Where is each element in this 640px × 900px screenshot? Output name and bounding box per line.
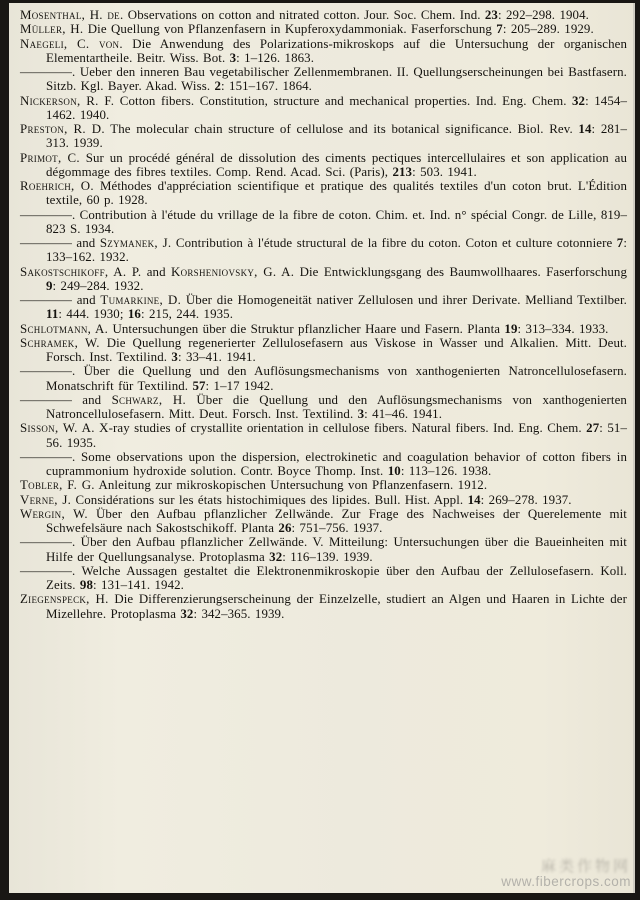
bibliography-entry bbox=[20, 492, 627, 507]
entry-text: ————. Welche Aussagen gestaltet die Elektronenmikroskopie über den Aufbau der Zellulosefasern. Koll. Zeits. bbox=[20, 563, 627, 592]
author-name: Preston, R. D. bbox=[20, 122, 105, 136]
entry-text: Cotton fibers. Constitution, structure and mechanical properties. Ind. Eng. Chem. bbox=[114, 93, 572, 108]
bibliography-entry bbox=[20, 364, 627, 393]
volume-number: 7 bbox=[496, 22, 503, 37]
bibliography-entry bbox=[20, 207, 627, 237]
entry-text: The molecular chain structure of cellulose and its botanical significance. Biol. Rev. bbox=[104, 122, 579, 136]
entry-text: : 751–756. 1937. bbox=[291, 521, 383, 535]
volume-number: 23 bbox=[484, 8, 498, 22]
bibliography-entry bbox=[20, 293, 628, 322]
entry-text: X-ray studies of crystallite orientation in cellulose fibers. Natural fibers. Ind. Eng. Chem. bbox=[94, 421, 587, 436]
volume-number: 16 bbox=[127, 307, 141, 322]
entry-text: : 503. 1941. bbox=[412, 164, 477, 179]
entry-text: : 1–17 1942. bbox=[205, 378, 274, 393]
entry-text: ————. Ueber den inneren Bau vegetabilischer Zellenmembranen. II. Quellungserscheinungen bei Bastfasern. Sitzb. Kgl. Bayer. Akad. Wiss. bbox=[20, 65, 627, 94]
entry-text: Observations on cotton and nitrated cotton. Jour. Soc. Chem. Ind. bbox=[123, 8, 485, 22]
bibliography-entry bbox=[20, 93, 627, 123]
author-name: Sakostschikoff, A. P. bbox=[20, 264, 142, 279]
volume-number: 10 bbox=[387, 464, 401, 478]
bibliography-entry bbox=[20, 335, 627, 365]
author-name: Mosenthal, H. de. bbox=[20, 8, 124, 22]
volume-number: 2 bbox=[214, 79, 222, 94]
scanned-page bbox=[9, 3, 635, 893]
entry-text: : 205–289. 1929. bbox=[502, 22, 594, 37]
entry-text: Über den Aufbau pflanzlicher Zellwände. Zur Frage des Nachweises der Querelemente mit Schwefelsäure nach Sakostschikoff. Planta bbox=[46, 506, 627, 535]
volume-number: 7 bbox=[616, 236, 624, 250]
entry-text: Die Anwendung des Polarizations-mikroskops auf die Untersuchung der organischen Elementartheile. Beitr. Wiss. Bot. bbox=[46, 36, 628, 65]
author-name: Sisson, W. A. bbox=[20, 421, 95, 436]
author-name: Primot, C. bbox=[20, 150, 80, 165]
scan-edge-strip bbox=[633, 3, 635, 893]
volume-number: 32 bbox=[269, 549, 283, 564]
volume-number: 98 bbox=[79, 578, 94, 592]
entry-text: : 249–284. 1932. bbox=[52, 278, 144, 293]
entry-text: : 342–365. 1939. bbox=[193, 606, 285, 621]
bibliography-entry bbox=[20, 421, 627, 450]
author-name: Schwarz, H. bbox=[111, 392, 187, 407]
volume-number: 3 bbox=[171, 350, 178, 364]
author-name: Müller, H. bbox=[20, 22, 84, 37]
bibliography-list bbox=[20, 8, 627, 621]
author-name: Nickerson, R. F. bbox=[20, 93, 115, 108]
entry-text: Die Differenzierungserscheinung der Einzelzelle, studiert an Algen und Haaren in Lichte der Mizellehre. Protoplasma bbox=[46, 592, 627, 621]
author-name: Ziegenspeck, H. bbox=[20, 592, 109, 607]
author-name: Tumarkine, D. bbox=[100, 293, 182, 307]
entry-text: ————. Über den Aufbau pflanzlicher Zellwände. V. Mitteilung: Untersuchungen über die Baueinheiten mit Hilfe der Quellungsanalyse. Protoplasma bbox=[20, 535, 627, 564]
entry-text: Die Quellung regenerierter Zellulosefasern aus Viskose in Wasser und Alkalien. Mitt. Deut. Forsch. Inst. Textilind. bbox=[46, 335, 627, 364]
author-name: Tobler, F. G. bbox=[20, 478, 95, 493]
entry-text: ———— and bbox=[20, 236, 100, 250]
entry-text: : 269–278. 1937. bbox=[480, 492, 572, 507]
entry-text: Die Entwicklungsgang des Baumwollhaares. Faserforschung bbox=[294, 264, 628, 279]
volume-number: 19 bbox=[504, 321, 518, 336]
bibliography-entry bbox=[20, 179, 627, 208]
author-name: Korsheniovsky, G. A. bbox=[170, 264, 295, 279]
entry-text: : 131–141. 1942. bbox=[93, 578, 184, 592]
bibliography-entry bbox=[20, 236, 627, 265]
entry-text: : 133–162. 1932. bbox=[46, 236, 627, 265]
bibliography-entry bbox=[20, 122, 628, 151]
entry-text: Contribution à l'étude structural de la fibre du coton. Coton et culture cotonniere bbox=[171, 236, 617, 250]
bibliography-entry bbox=[20, 65, 627, 94]
volume-number: 27 bbox=[586, 421, 600, 436]
entry-text: ———— and bbox=[20, 293, 101, 307]
bibliography-entry bbox=[20, 392, 627, 422]
bibliography-entry bbox=[20, 449, 627, 479]
entry-text: Sur un procédé général de dissolution des ciments pectiques intercellulaires et son application au dégommage des fibres textiles. Comp. Rend. Acad. Sci. (Paris), bbox=[46, 150, 628, 179]
entry-text: Über die Quellung und den Auflösungsmechanisms von xanthogenierten Natroncellulosefasern. Mitt. Deut. Forsch. Inst. Textilind. bbox=[46, 392, 627, 421]
bibliography-entry bbox=[20, 535, 627, 564]
author-name: Szymanek, J. bbox=[99, 236, 172, 250]
volume-number: 14 bbox=[578, 122, 592, 136]
volume-number: 32 bbox=[180, 606, 194, 621]
entry-text: : 215, 244. 1935. bbox=[140, 307, 234, 322]
volume-number: 11 bbox=[46, 307, 59, 322]
volume-number: 14 bbox=[467, 492, 481, 507]
volume-number: 32 bbox=[572, 93, 586, 108]
author-name: Schramek, W. bbox=[20, 335, 100, 350]
volume-number: 3 bbox=[357, 407, 365, 421]
entry-text: Anleitung zur mikroskopischen Untersuchung von Pflanzenfasern. 1912. bbox=[94, 478, 488, 493]
bibliography-entry bbox=[20, 506, 627, 536]
entry-text: : 116–139. 1939. bbox=[282, 549, 373, 564]
entry-text: : 151–167. 1864. bbox=[221, 79, 313, 94]
bibliography-entry bbox=[20, 563, 627, 593]
bibliography-entry bbox=[20, 8, 627, 22]
watermark-cjk-text: 麻类作物网 bbox=[540, 859, 631, 875]
author-name: Schlotmann, A. bbox=[20, 321, 109, 336]
volume-number: 57 bbox=[192, 378, 206, 393]
entry-text: : 51–56. 1935. bbox=[46, 421, 627, 450]
entry-text: : 292–298. 1904. bbox=[497, 8, 589, 22]
entry-text: ————. Contribution à l'étude du vrillage de la fibre de coton. Chim. et. Ind. n° spécial Congr. de Lille, 819–823 S. 1934. bbox=[20, 207, 627, 236]
entry-text: : 313–334. 1933. bbox=[517, 321, 609, 336]
bibliography-entry bbox=[20, 22, 627, 37]
entry-text: Untersuchungen über die Struktur pflanzlicher Haare und Fasern. Planta bbox=[108, 321, 505, 336]
bibliography-entry bbox=[20, 592, 627, 621]
entry-text: : 444. 1930; bbox=[58, 307, 128, 322]
volume-number: 26 bbox=[278, 521, 292, 535]
author-name: Roehrich, O. bbox=[20, 179, 94, 193]
entry-text: : 33–41. 1941. bbox=[177, 350, 256, 364]
bibliography-entry bbox=[20, 150, 628, 180]
watermark bbox=[501, 860, 631, 889]
bibliography-entry bbox=[20, 321, 627, 336]
entry-text: Die Quellung von Pflanzenfasern in Kupferoxydammoniak. Faserforschung bbox=[83, 22, 497, 37]
author-name: Verne, J. bbox=[20, 492, 72, 507]
entry-text: : 281–313. 1939. bbox=[46, 122, 628, 151]
watermark-url-text: www.fibercrops.com bbox=[501, 874, 631, 889]
volume-number: 3 bbox=[229, 50, 237, 65]
entry-text: ————. Über die Quellung und den Auflösungsmechanisms von xanthogenierten Natroncellulosefasern. Monatschrift für Textilind. bbox=[20, 364, 627, 393]
bibliography-entry bbox=[20, 478, 627, 493]
entry-text: ———— and bbox=[20, 392, 112, 407]
entry-text: Considérations sur les états histochimiques des lipides. Bull. Hist. Appl. bbox=[71, 492, 468, 507]
author-name: Naegeli, C. von. bbox=[20, 36, 123, 51]
bibliography-entry bbox=[20, 264, 628, 294]
entry-text: and bbox=[141, 264, 171, 279]
volume-number: 213 bbox=[392, 164, 413, 179]
entry-text: Méthodes d'appréciation scientifique et pratique des qualités textiles d'un coton brut. L'Édition textile, 60 p. 1928. bbox=[46, 179, 627, 208]
entry-text: : 1–126. 1863. bbox=[236, 50, 315, 65]
entry-text: : 113–126. 1938. bbox=[400, 464, 492, 478]
entry-text: ————. Some observations upon the dispersion, electrokinetic and coagulation behavior of cotton fibers in cuprammonium hydroxide solution. Contr. Boyce Thomp. Inst. bbox=[20, 449, 627, 478]
entry-text: : 1454–1462. 1940. bbox=[46, 93, 627, 122]
entry-text: : 41–46. 1941. bbox=[364, 407, 443, 421]
volume-number: 9 bbox=[46, 278, 53, 293]
author-name: Wergin, W. bbox=[20, 506, 88, 521]
entry-text: Über die Homogeneität nativer Zellulosen und ihrer Derivate. Melliand Textilber. bbox=[181, 293, 628, 307]
bibliography-entry bbox=[20, 36, 628, 66]
